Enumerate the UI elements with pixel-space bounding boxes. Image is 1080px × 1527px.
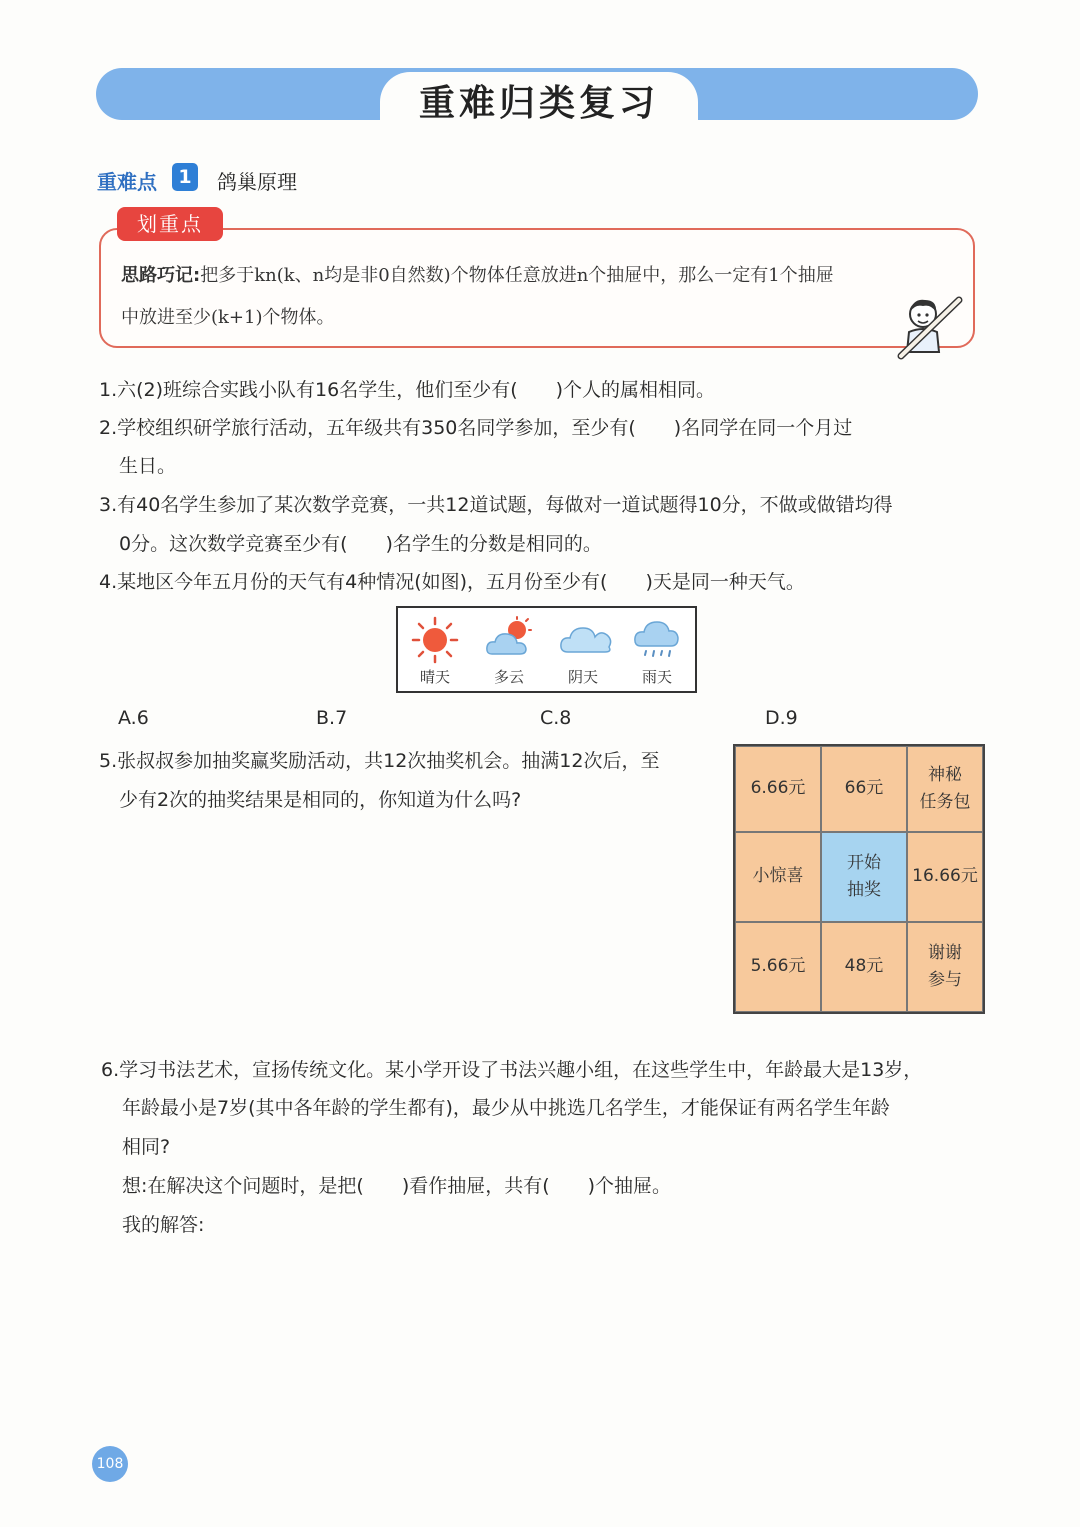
weather-label: 晴天 <box>419 668 450 686</box>
rain-icon <box>632 616 682 664</box>
weather-figure <box>396 606 697 693</box>
lottery-cell: 48元 <box>821 922 907 1012</box>
section-number: 1 <box>172 163 198 191</box>
key-point-text-1: 把多于kn(k、n均是非0自然数)个物体任意放进n个抽屉中，那么一定有1个抽屉 <box>200 265 834 286</box>
weather-item <box>546 608 620 691</box>
question-6-think: 想:在解决这个问题时，是把( )看作抽屉，共有( )个抽屉。 <box>122 1175 672 1197</box>
question-5-line-1: 5.张叔叔参加抽奖赢奖励活动，共12次抽奖机会。抽满12次后，至 <box>99 750 660 772</box>
lottery-grid <box>733 744 985 1014</box>
weather-item <box>472 608 546 691</box>
option-a: A.6 <box>118 707 149 729</box>
weather-label: 阴天 <box>567 668 598 686</box>
option-c: C.8 <box>540 707 572 729</box>
boy-with-pencil-icon <box>893 292 965 360</box>
weather-label: 雨天 <box>641 668 672 686</box>
key-point-lead: 思路巧记: <box>121 265 201 286</box>
question-4: 4.某地区今年五月份的天气有4种情况(如图)，五月份至少有( )天是同一种天气。 <box>99 571 805 593</box>
lottery-cell: 谢谢 参与 <box>907 922 983 1012</box>
question-1: 1.六(2)班综合实践小队有16名学生，他们至少有( )个人的属相相同。 <box>99 379 716 401</box>
partly-cloudy-icon <box>484 616 534 664</box>
lottery-cell: 66元 <box>821 746 907 832</box>
option-d: D.9 <box>765 707 798 729</box>
lottery-cell: 16.66元 <box>907 832 983 922</box>
option-b: B.7 <box>316 707 348 729</box>
lottery-cell: 6.66元 <box>735 746 821 832</box>
question-3-line-1: 3.有40名学生参加了某次数学竞赛，一共12道试题，每做对一道试题得10分，不做或做错均得 <box>99 494 893 516</box>
question-6-answer-label: 我的解答: <box>122 1214 205 1236</box>
lottery-cell: 5.66元 <box>735 922 821 1012</box>
question-3-line-2: 0分。这次数学竞赛至少有( )名学生的分数是相同的。 <box>119 533 602 555</box>
section-title: 鸽巢原理 <box>217 170 297 194</box>
key-point-box <box>99 228 975 348</box>
question-2-line-1: 2.学校组织研学旅行活动，五年级共有350名同学参加，至少有( )名同学在同一个月过 <box>99 417 853 439</box>
weather-label: 多云 <box>493 668 524 686</box>
page-title: 重难归类复习 <box>380 72 698 134</box>
cloud-icon <box>558 616 614 664</box>
key-point-line-2: 中放进至少(k+1)个物体。 <box>121 307 335 328</box>
page-number: 108 <box>92 1446 128 1482</box>
key-point-tag: 划重点 <box>117 207 223 241</box>
question-6-line-1: 6.学习书法艺术，宣扬传统文化。某小学开设了书法兴趣小组，在这些学生中，年龄最大是13岁， <box>101 1059 923 1081</box>
question-2-line-2: 生日。 <box>119 455 177 477</box>
lottery-cell: 小惊喜 <box>735 832 821 922</box>
lottery-start-cell: 开始 抽奖 <box>821 832 907 922</box>
weather-item <box>398 608 472 691</box>
question-6-line-3: 相同? <box>122 1136 171 1158</box>
question-6-line-2: 年龄最小是7岁(其中各年龄的学生都有)，最少从中挑选几名学生，才能保证有两名学生年龄 <box>122 1097 890 1119</box>
section-label: 重难点 <box>97 170 157 194</box>
sun-icon <box>410 616 460 664</box>
lottery-cell: 神秘 任务包 <box>907 746 983 832</box>
question-5-line-2: 少有2次的抽奖结果是相同的，你知道为什么吗? <box>119 789 522 811</box>
key-point-line-1 <box>121 261 834 287</box>
weather-item <box>620 608 694 691</box>
